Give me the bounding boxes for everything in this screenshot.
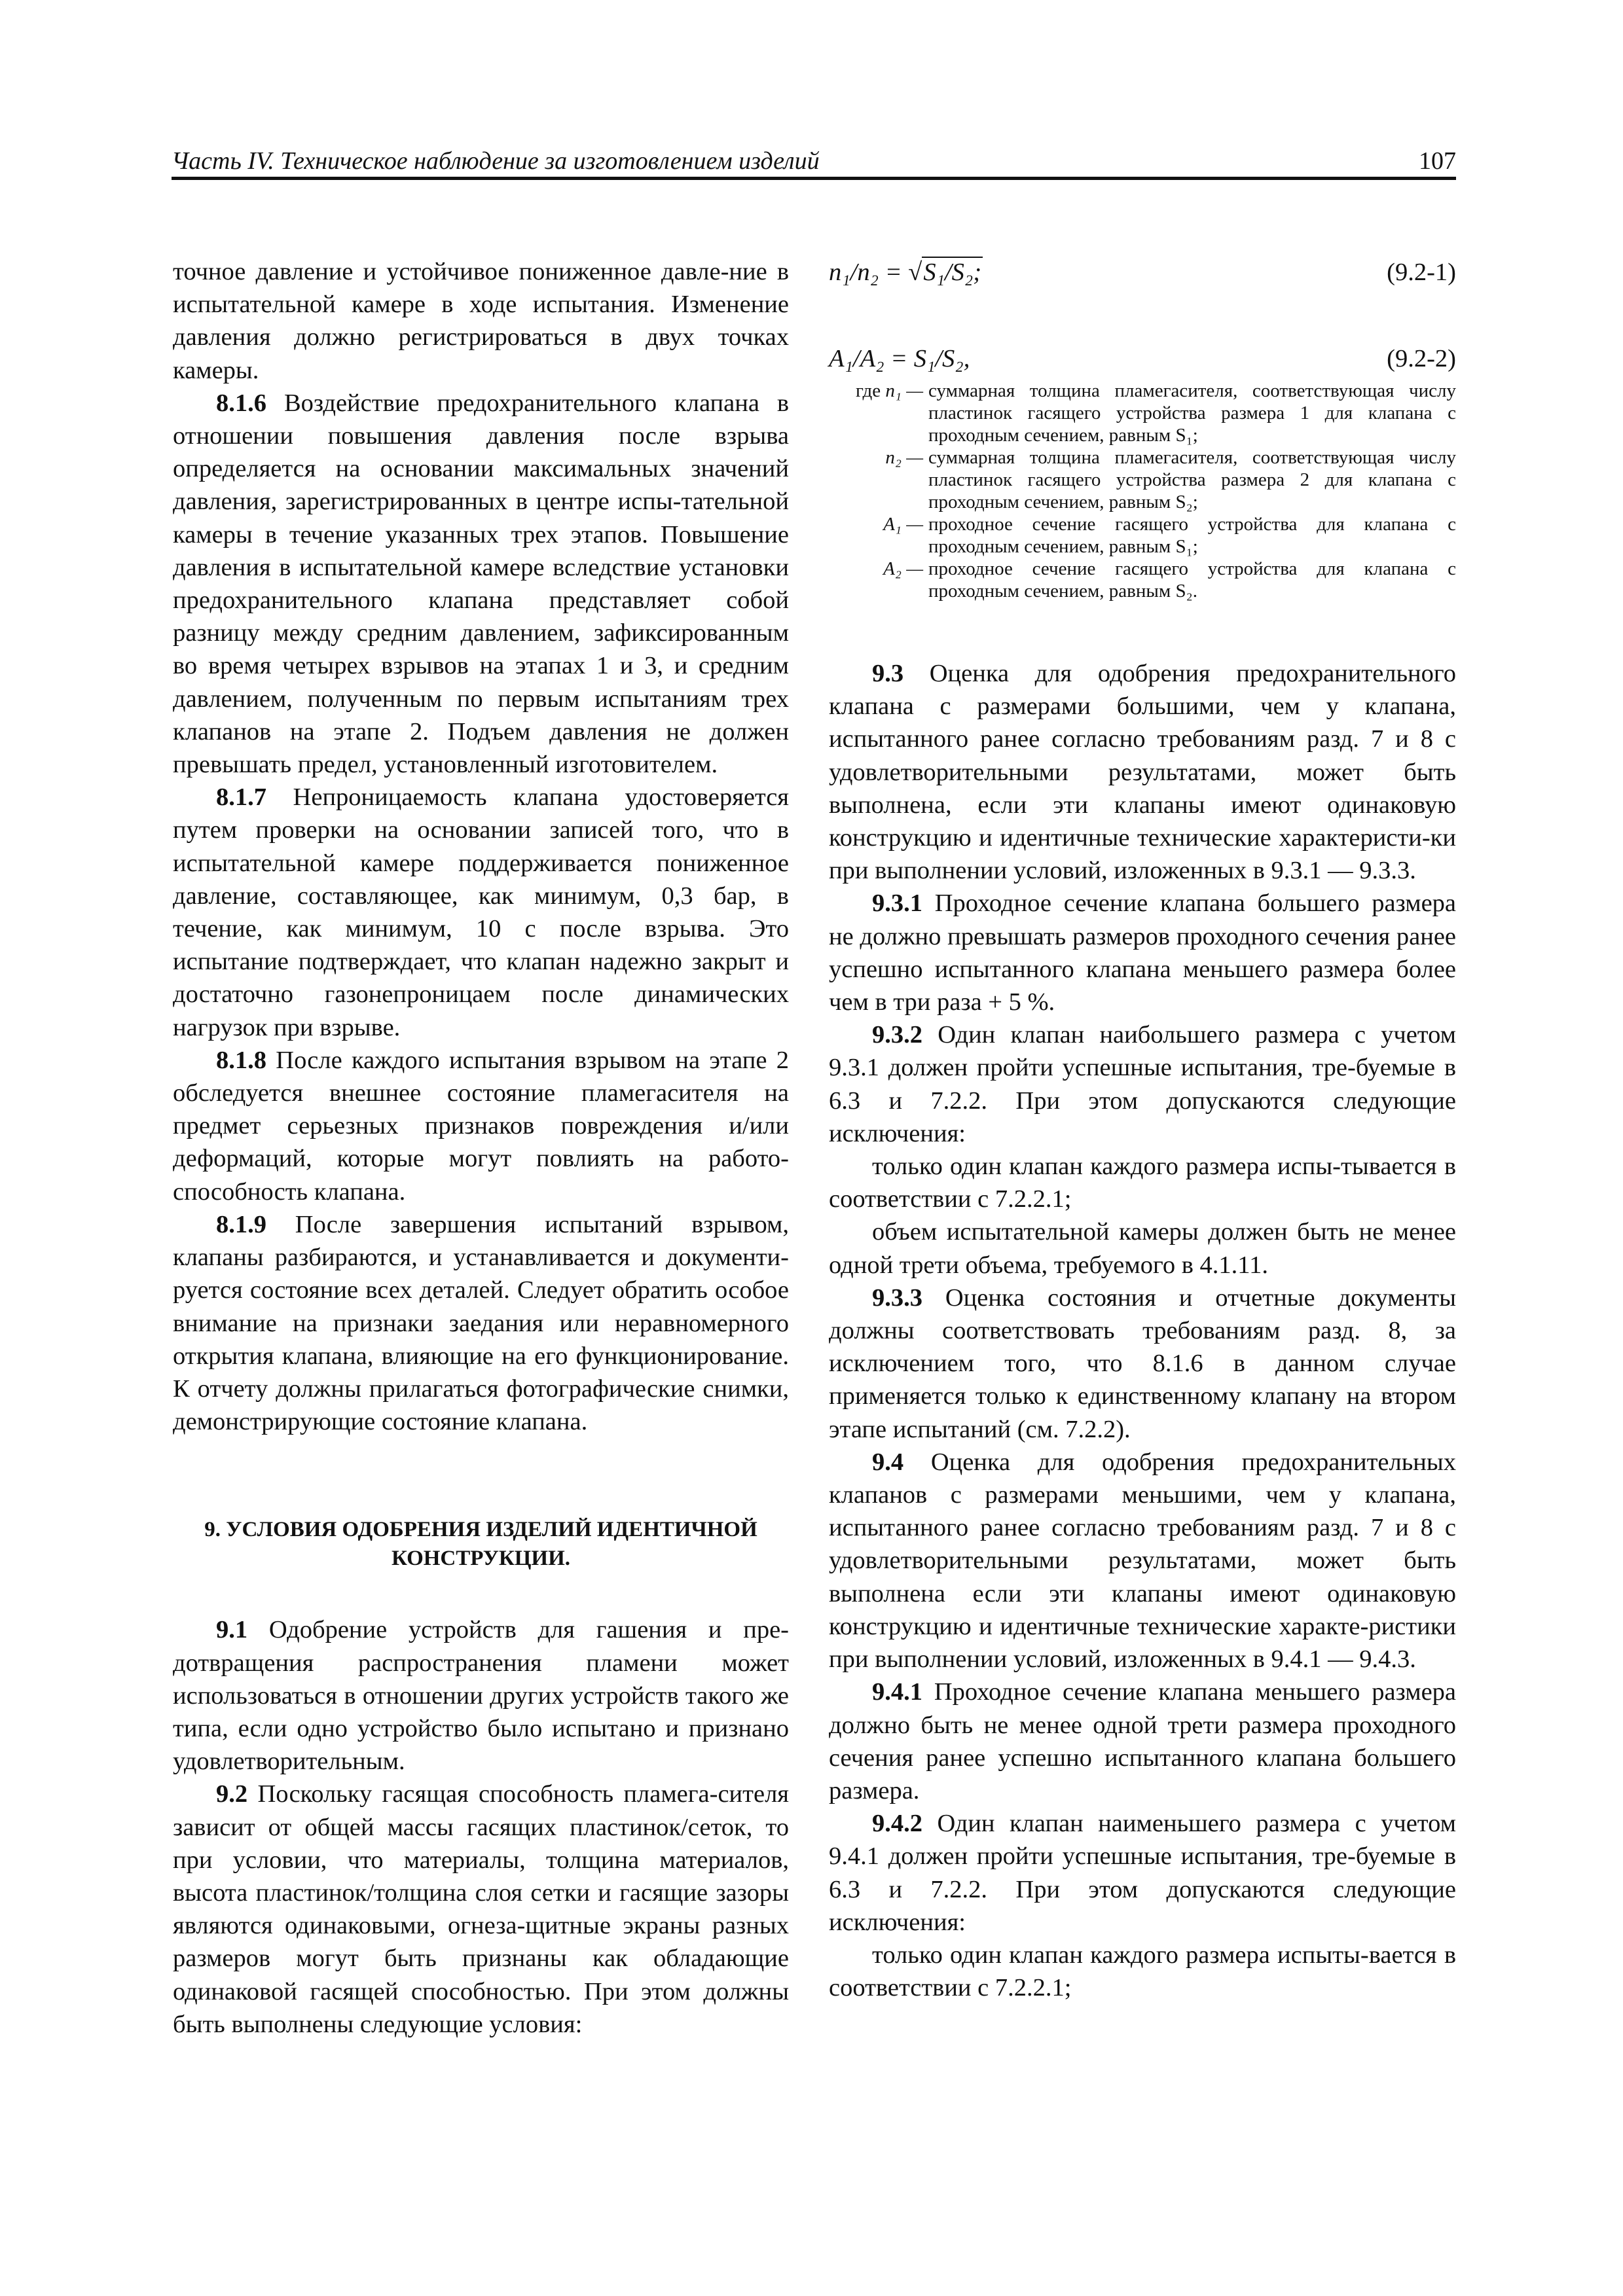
paragraph-9-4-2-a: только один клапан каждого размера испыты-вается в соответствии с 7.2.2.1; <box>829 1941 1456 2002</box>
variable-definitions <box>829 380 1456 602</box>
clause-number: 9.3 <box>872 660 904 687</box>
equation-number: (9.2-1) <box>1387 259 1456 286</box>
definition-symbol: A₂ — <box>883 558 923 579</box>
definition-text: проходное сечение гасящего устройства для клапана с проходным сечением, равным S₁; <box>928 514 1456 557</box>
paragraph-9-3-2-a: только один клапан каждого размера испы-тывается в соответствии с 7.2.2.1; <box>829 1153 1456 1213</box>
clause-number: 9.4.2 <box>872 1810 922 1838</box>
spacer <box>173 1438 789 1515</box>
section-title-line: КОНСТРУКЦИИ. <box>391 1547 571 1571</box>
formula-expression <box>829 255 983 289</box>
paragraph-text: Воздействие предохранительного клапана в отношении повышения давления после взрыва определяется на основании максимальных значений давления, зарегистрированных в центре испы-тательной камеры в течение указанных трех этапов. Повышение давления в испытательной камере вследствие установки предохранительного клапана представляет собой разницу между средним давлением, зафиксированным во время четырех взрывов на этапах 1 и 3, и средним давлением, полученным по первым испытаниям трех клапанов на этапе 2. Подъем давления не должен превышать предел, установленный изготовителем. <box>173 389 790 779</box>
paragraph-continuation: точное давление и устойчивое пониженное давле-ние в испытательной камере в ходе испытания. Изменение давления должно регистрироваться в двух точках камеры. <box>173 258 789 384</box>
paragraph-9-3-1 <box>829 887 1456 1018</box>
definition-symbol: A₁ — <box>883 514 923 535</box>
equation-number: (9.2-2) <box>1387 345 1456 372</box>
paragraph-text: После завершения испытаний взрывом, клапаны разбираются, и устанавливается и документи-руется состояние всех деталей. Следует обратить особое внимание на признаки заедания или неравномерного открытия клапана, влияющие на его функционирование. К отчету должны прилагаться фотографические снимки, демонстрирующие состояние клапана. <box>173 1210 790 1436</box>
paragraph-text: Оценка для одобрения предохранительного клапана с размерами большими, чем у клапана, испытанного ранее согласно требованиям разд. 7 и 8 с удовлетворительными результатами, может быть выполнена, если эти клапаны имеют одинаковую конструкцию и идентичные технические характеристи-ки при выполнении условий, изложенных в 9.3.1 — 9.3.3. <box>829 660 1456 885</box>
definition-symbol: n₂ — <box>885 447 923 468</box>
paragraph-9-3-3 <box>829 1282 1456 1446</box>
formula-9-2-2 <box>829 342 1456 376</box>
clause-number: 8.1.7 <box>216 783 266 812</box>
paragraph-9-3-2 <box>829 1018 1456 1150</box>
definition-text: суммарная толщина пламегасителя, соответствующая числу пластинок гасящего устройства размера 1 для клапана с проходным сечением, равным S₁; <box>928 380 1456 446</box>
paragraph-text: После каждого испытания взрывом на этапе 2 обследуется внешнее состояние пламегасителя на предмет серьезных признаков повреждения и/или деформаций, которые могут повлиять на работо-способность клапана. <box>173 1046 789 1206</box>
clause-number: 9.4 <box>872 1448 904 1476</box>
formula-lhs: n₁/n₂ = <box>829 259 902 286</box>
paragraph-9-3-2-b: объем испытательной камеры должен быть не менее одной трети объема, требуемого в 4.1.11. <box>829 1218 1456 1279</box>
clause-number: 9.1 <box>216 1616 248 1644</box>
paragraph-9-4-1 <box>829 1676 1456 1807</box>
paragraph-text: Поскольку гасящая способность пламега-сителя зависит от общей массы гасящих пластинок/сеток, то при условии, что материалы, толщина материалов, высота пластинок/толщина слоя сетки и гасящие зазоры являются одинаковыми, огнеза-щитные экраны разных размеров могут быть признаны как обладающие одинаковой гасящей способностью. При этом должны быть выполнены следующие условия: <box>173 1780 789 2038</box>
definition-row <box>829 446 1456 513</box>
sqrt-sign: √ <box>908 259 922 286</box>
definition-row <box>829 380 1456 446</box>
paragraph-9-4 <box>829 1446 1456 1676</box>
definition-text: суммарная толщина пламегасителя, соответствующая числу пластинок гасящего устройства размера 2 для клапана с проходным сечением, равным S₂; <box>928 447 1456 512</box>
paragraph-8-1-6 <box>173 387 789 781</box>
clause-number: 9.4.1 <box>872 1678 922 1706</box>
left-column <box>173 255 789 2041</box>
paragraph-text: Один клапан наименьшего размера с учетом 9.4.1 должен пройти успешные испытания, тре-буемые в 6.3 и 7.2.2. При этом допускаются следующие исключения: <box>829 1810 1456 1936</box>
definition-text: проходное сечение гасящего устройства для клапана с проходным сечением, равным S₂. <box>928 558 1456 601</box>
paragraph-9-3 <box>829 657 1456 887</box>
clause-number: 9.2 <box>216 1780 248 1808</box>
page-header <box>172 145 1456 179</box>
paragraph-text: Один клапан наибольшего размера с учетом 9.3.1 должен пройти успешные испытания, тре-буемые в 6.3 и 7.2.2. При этом допускаются следующие исключения: <box>829 1021 1456 1147</box>
spacer <box>173 1573 789 1613</box>
section-title-line: 9. УСЛОВИЯ ОДОБРЕНИЯ ИЗДЕЛИЙ ИДЕНТИЧНОЙ <box>204 1518 757 1542</box>
paragraph-text: Оценка состояния и отчетные документы должны соответствовать требованиям разд. 8, за исключением того, что 8.1.6 в данном случае применяется только к единственному клапану на втором этапе испытаний (см. 7.2.2). <box>829 1283 1456 1443</box>
clause-number: 8.1.6 <box>216 389 266 417</box>
section-title <box>173 1515 789 1573</box>
paragraph-text: Одобрение устройств для гашения и пре-дотвращения распространения пламени может использоваться в отношении других устройств такого же типа, если одно устройство было испытано и признано удовлетворительным. <box>173 1616 789 1776</box>
clause-number: 9.3.3 <box>872 1283 922 1312</box>
paragraph-9-1 <box>173 1613 789 1778</box>
clause-number: 9.3.2 <box>872 1021 922 1049</box>
paragraph-9-2 <box>173 1778 789 2041</box>
clause-number: 9.3.1 <box>872 889 922 918</box>
paragraph-text: Проходное сечение клапана меньшего размера должно быть не менее одной трети размера проходного сечения ранее успешно испытанного клапана большего размера. <box>829 1678 1456 1804</box>
definition-row <box>829 558 1456 602</box>
spacer <box>829 602 1456 657</box>
header-rule <box>172 177 1456 180</box>
right-column <box>829 255 1456 2004</box>
formula-radicand: S₁/S₂; <box>922 257 983 287</box>
where-prefix: где <box>856 380 881 401</box>
paragraph-9-4-2 <box>829 1807 1456 1939</box>
header-title: Часть IV. Техническое наблюдение за изготовлением изделий <box>172 147 820 175</box>
paragraph-text: Проходное сечение клапана большего размера не должно превышать размеров проходного сечения ранее успешно испытанного клапана меньшего размера более чем в три раза + 5 %. <box>829 889 1457 1016</box>
spacer <box>829 289 1456 342</box>
page-number: 107 <box>1419 147 1456 175</box>
paragraph-text: Непроницаемость клапана удостоверяется путем проверки на основании записей того, что в испытательной камере поддерживается пониженное давление, составляющее, как минимум, 0,3 бар, в течение, как минимум, 10 с после взрыва. Это испытание подтверждает, что клапан надежно закрыт и достаточно газонепроницаем после динамических нагрузок при взрыве. <box>173 783 789 1041</box>
clause-number: 8.1.9 <box>216 1210 266 1238</box>
definition-row <box>829 513 1456 558</box>
paragraph-8-1-7 <box>173 781 789 1044</box>
paragraph-8-1-9 <box>173 1208 789 1438</box>
formula-9-2-1 <box>829 255 1456 289</box>
definition-symbol: n₁ — <box>885 380 923 401</box>
clause-number: 8.1.8 <box>216 1046 266 1074</box>
paragraph-8-1-8 <box>173 1044 789 1208</box>
formula-expression: A₁/A₂ = S₁/S₂, <box>829 345 970 372</box>
paragraph-text: Оценка для одобрения предохранительных клапанов с размерами меньшими, чем у клапана, испытанного ранее согласно требованиям разд. 7 и 8 с удовлетворительными результатами, может быть выполнена если эти клапаны имеют одинаковую конструкцию и идентичные технические характе-ристики при выполнении условий, изложенных в 9.4.1 — 9.4.3. <box>829 1448 1457 1674</box>
